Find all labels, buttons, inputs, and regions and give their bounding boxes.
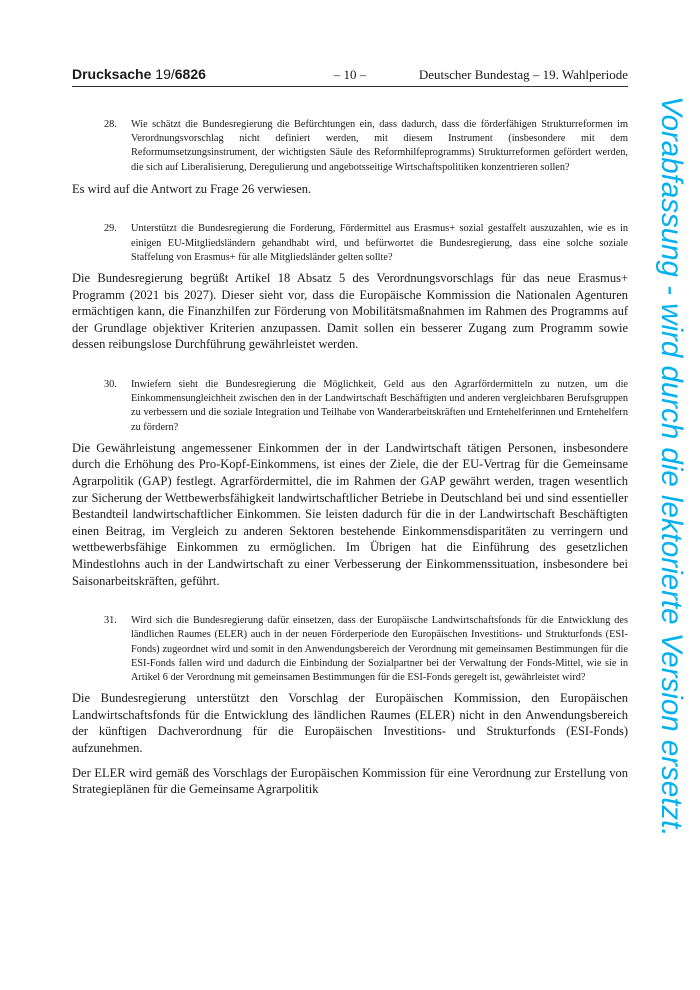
question-31	[104, 614, 628, 685]
question-text: Unterstützt die Bundesregierung die Forderung, Fördermittel aus Erasmus+ sozial gestaffelt auszuzahlen, wie es in einigen EU-Mitgliedsländern gehandhabt wird, und befürwortet die Bundesregierung, dass eine solche soziale Staffelung von Erasmus+ für alle Mitgliedsländer gelten sollte?	[131, 223, 628, 263]
answer-paragraph: Die Bundesregierung begrüßt Artikel 18 Absatz 5 des Verordnungsvorschlags für das neue Erasmus+ Programm (2021 bis 2027). Dieser sieht vor, dass die Europäische Kommission die Nationalen Agenturen ermächtigen kann, die Finanzhilfen zur Förderung von Mobilitätsmaßnahmen im Rahmen des Programms auf der Grundlage objektiver Kriterien anzupassen. Damit sollen ein besserer Zugang zum Programm sowie dessen reibungslose Durchführung gewährleistet werden.	[72, 271, 628, 352]
question-number: 28.	[104, 119, 117, 130]
question-number: 30.	[104, 378, 117, 390]
question-text: Inwiefern sieht die Bundesregierung die Möglichkeit, Geld aus den Agrarfördermitteln zu nutzen, um die Einkommensungleichheit zwischen den in der Landwirtschaft Beschäftigten und anderen vergleichbaren Berufsgruppen zu verbessern und die soziale Integration und Teilhabe von Wanderarbeitskräften und Erntehelferinnen und Erntehelfern zu fördern?	[131, 378, 628, 433]
question-28	[104, 118, 628, 175]
document-body	[72, 118, 628, 798]
question-number: 31.	[104, 615, 117, 627]
page-number: – 10 –	[333, 67, 367, 82]
page-header	[72, 66, 628, 87]
question-29	[104, 222, 628, 265]
answer-paragraph: Die Bundesregierung unterstützt den Vorschlag der Europäischen Kommission, den Europäischen Landwirtschaftsfonds für die Entwicklung des ländlichen Raumes (ELER) nicht in den Anwendungsbereich der künftigen Dachverordnung für die Europäischen Investitions- und Strukturfonds (ESI-Fonds) aufzunehmen.	[72, 691, 628, 755]
document-number-value: 6826	[174, 66, 206, 82]
draft-watermark: Vorabfassung - wird durch die lektorierte Version ersetzt.	[655, 96, 688, 837]
answer-paragraph: Es wird auf die Antwort zu Frage 26 verwiesen.	[72, 181, 312, 196]
question-30	[104, 378, 628, 435]
answer-paragraph: Der ELER wird gemäß des Vorschlags der Europäischen Kommission für eine Verordnung zur Erstellung von Strategieplänen für die Gemeinsame Agrarpolitik	[72, 765, 628, 797]
answer-paragraph: Die Gewährleistung angemessener Einkommen der in der Landwirtschaft tätigen Personen, insbesondere durch die Erhöhung des Pro-Kopf-Einkommens, ist eines der Ziele, die der EU-Vertrag für die Gemeinsame Agrarpolitik (GAP) festlegt. Agrarfördermittel, die im Rahmen der GAP gewährt werden, tragen wesentlich zur Sicherung der Wettbewerbsfähigkeit landwirtschaftlicher Betriebe in Deutschland bei und sind essentieller Bestandteil landwirtschaftlicher Einkommen. Sie leisten dadurch für die in der Landwirtschaft Beschäftigten einen Beitrag, im Vergleich zu anderen Sektoren bestehende Einkommensdisparitäten zu verringern und wettbewerbsfähige Einkommen zu ermöglichen. Im Übrigen hat die Einführung des gesetzlichen Mindestlohns auch in der Landwirtschaft zu einer Verbesserung der Einkommenssituation, insbesondere bei Saisonarbeitskräften, geführt.	[72, 440, 628, 588]
question-number: 29.	[104, 223, 117, 235]
parliament-label: Deutscher Bundestag – 19. Wahlperiode	[418, 67, 628, 82]
question-text: Wird sich die Bundesregierung dafür einsetzen, dass der Europäische Landwirtschaftsfonds für die Entwicklung des ländlichen Raumes (ELER) auch in der neuen Förderperiode den Europäischen Investitions- und Strukturfonds (ESI-Fonds) zugeordnet wird und somit in den Anwendungsbereich der Verordnung mit gemeinsamen Bestimmungen für die ESI-Fonds fallen wird und dadurch die Einbindung der Sozialpartner bei der Verwaltung der Fonds-Mittel, wie sie in Artikel 6 der Verordnung mit gemeinsamen Bestimmungen für die ESI-Fonds geregelt ist, gewährleistet wird?	[131, 615, 628, 683]
document-number-prefix: 19/	[155, 66, 175, 82]
question-text: Wie schätzt die Bundesregierung die Befürchtungen ein, dass dadurch, dass die förderfähigen Strukturreformen im Verordnungsvorschlag nicht definiert werden, mit diesem Instrument (insbesondere mit dem Reformumsetzungsinstrument, der wichtigsten Säule des Reformhilfeprogramms) Strukturreformen gefördert werden, die sich auf Liberalisierung, Deregulierung und angebotsseitige Wirtschaftspolitiken konzentrieren sollen?	[131, 119, 628, 173]
document-label: Drucksache	[72, 66, 152, 82]
